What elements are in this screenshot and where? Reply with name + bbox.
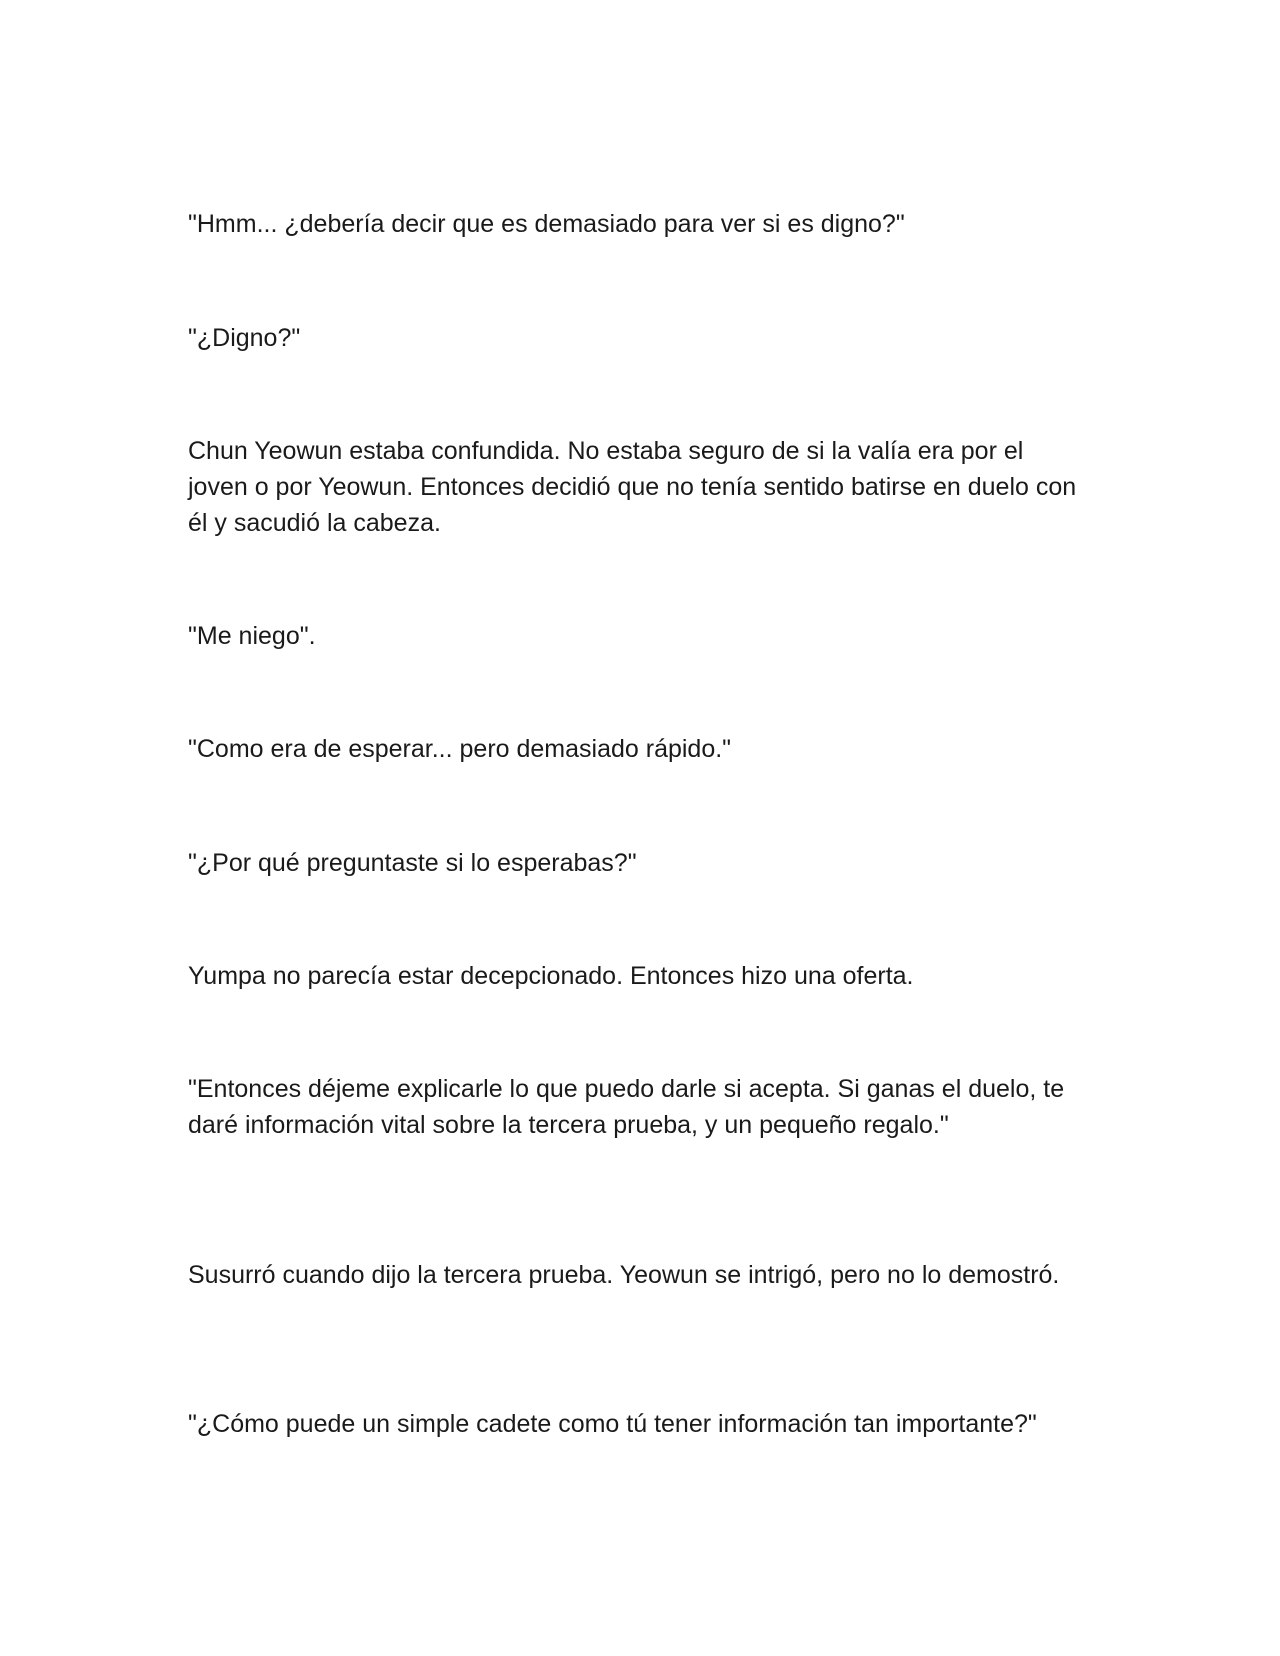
paragraph-10: "¿Cómo puede un simple cadete como tú tener información tan importante?" <box>188 1410 1037 1438</box>
paragraph-1: "Hmm... ¿debería decir que es demasiado para ver si es digno?" <box>188 210 905 238</box>
paragraph-2: "¿Digno?" <box>188 324 301 352</box>
paragraph-3: Chun Yeowun estaba confundida. No estaba seguro de si la valía era por el joven o por Yeowun. Entonces decidió que no tenía sentido batirse en duelo con él y sacudió la cabeza. <box>188 437 1077 537</box>
paragraph-8: "Entonces déjeme explicarle lo que puedo darle si acepta. Si ganas el duelo, te daré información vital sobre la tercera prueba, y un pequeño regalo." <box>188 1075 1065 1139</box>
paragraph-5: "Como era de esperar... pero demasiado rápido." <box>188 735 732 763</box>
paragraph-4: "Me niego". <box>188 622 316 650</box>
paragraph-9: Susurró cuando dijo la tercera prueba. Yeowun se intrigó, pero no lo demostró. <box>188 1261 1060 1289</box>
paragraph-6: "¿Por qué preguntaste si lo esperabas?" <box>188 849 637 877</box>
paragraph-7: Yumpa no parecía estar decepcionado. Entonces hizo una oferta. <box>188 962 914 990</box>
